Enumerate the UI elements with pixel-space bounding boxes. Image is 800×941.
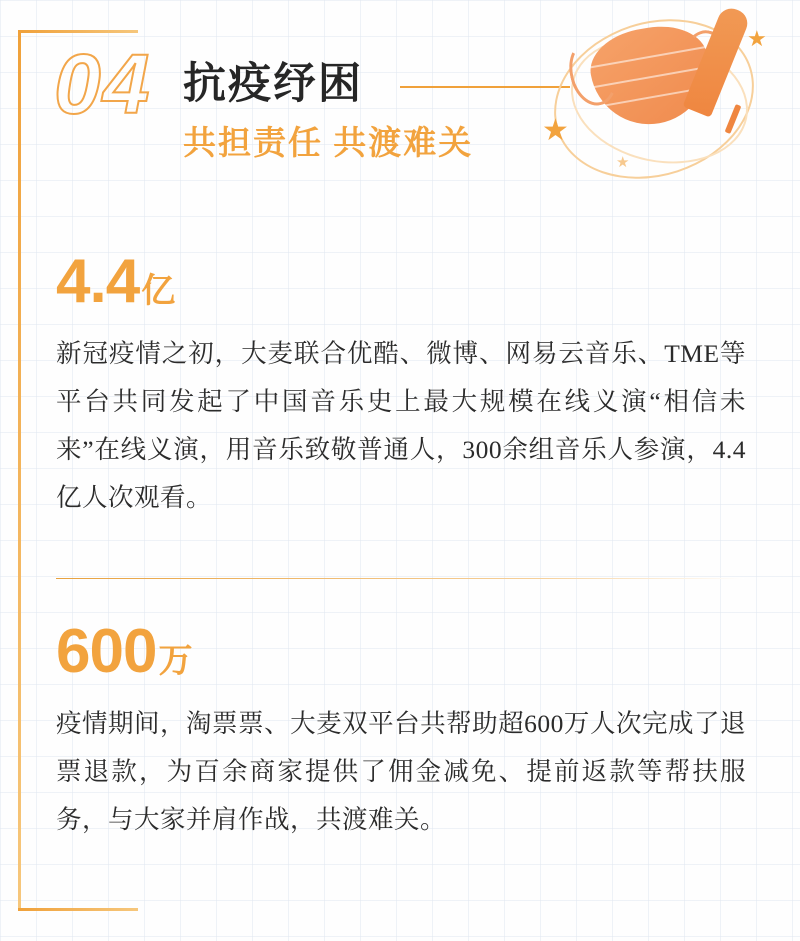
star-icon: ★	[542, 114, 569, 147]
stat-unit-1: 亿	[141, 272, 175, 310]
header-illustration	[530, 0, 790, 200]
stat-description-1: 新冠疫情之初，大麦联合优酷、微博、网易云音乐、TME等平台共同发起了中国音乐史上最大规模在线义演“相信未来”在线义演，用音乐致敬普通人，300余组音乐人参演，4.4亿人次观看。	[56, 339, 746, 512]
page-subtitle: 共担责任 共渡难关	[183, 126, 474, 162]
stat-headline-1	[56, 248, 746, 316]
section-divider	[56, 578, 744, 579]
star-icon: ★	[747, 26, 767, 51]
stat-number-1: 4.4	[56, 247, 140, 316]
star-icon: ★	[616, 154, 630, 171]
stat-unit-2: 万	[158, 642, 192, 680]
stat-headline-2	[56, 618, 746, 686]
header	[0, 0, 800, 200]
section-number: 04	[54, 37, 152, 131]
stat-number-2: 600	[56, 617, 157, 686]
frame-border-bottom	[18, 908, 138, 911]
stat-block-1	[56, 248, 746, 522]
page-title: 抗疫纾困	[183, 61, 363, 108]
stat-description-2: 疫情期间，淘票票、大麦双平台共帮助超600万人次完成了退票退款，为百余商家提供了佣金减免、提前返款等帮扶服务，与大家并肩作战，共渡难关。	[56, 709, 746, 834]
stat-block-2	[56, 618, 746, 844]
